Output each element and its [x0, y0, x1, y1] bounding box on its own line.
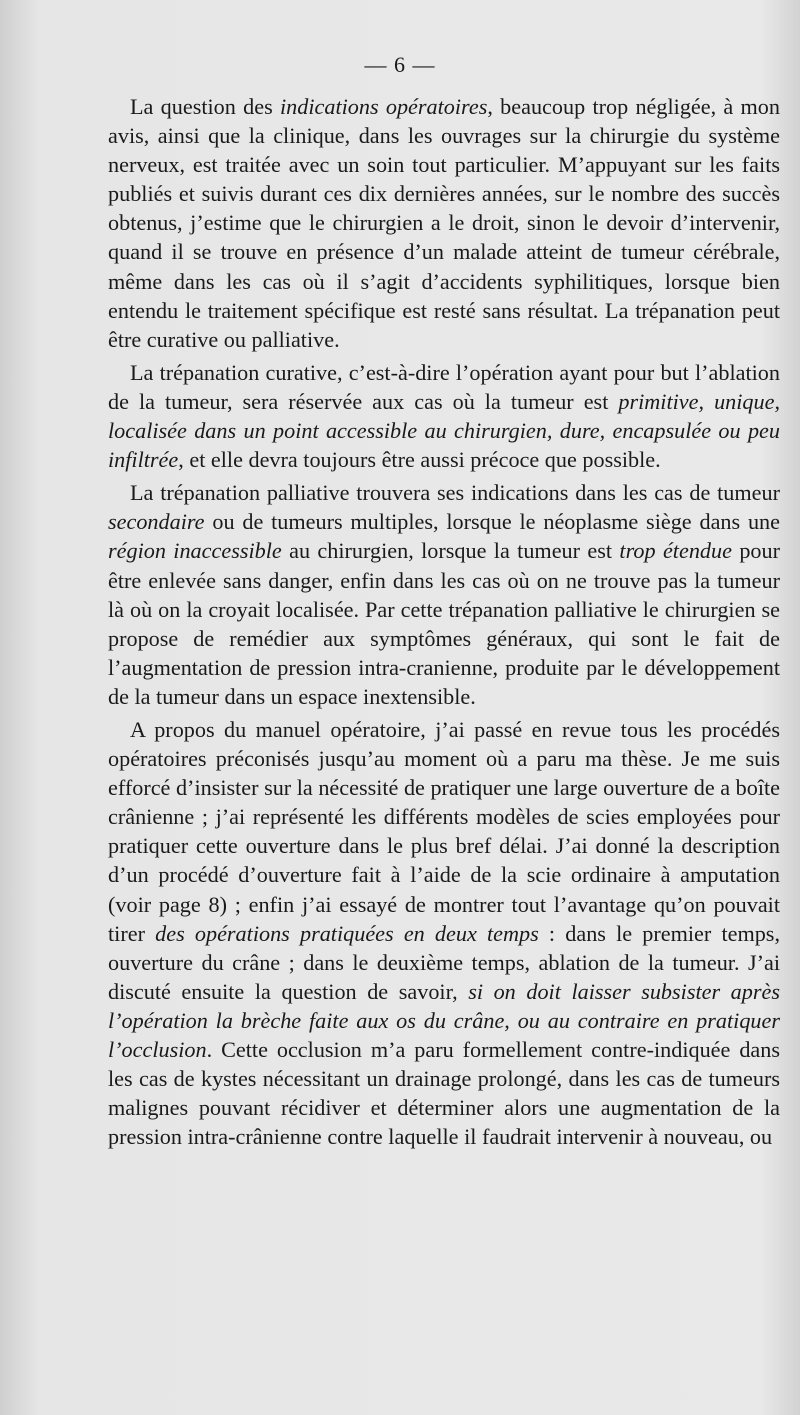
italic-run: trop étendue [619, 538, 732, 564]
text-run: pour être enlevée sans danger, enfin dans les cas où on ne trouve pas la tumeur là où on la croyait localisée. Par cette trépanation palliative le chirurgien se propose de remédier aux symptômes généraux, qui sont le fait de l’augmentation de pression intra-cranienne, produite par le développement de la tumeur dans un espace inextensible. [108, 538, 780, 709]
paragraph-indications [108, 92, 780, 354]
text-run: La trépanation curative, c’est-à-dire l’opération ayant pour but l’ablation de la tumeur, sera réservée aux cas où la tumeur est [108, 359, 780, 414]
text-run: La question des [130, 94, 280, 119]
italic-run: si on doit laisser subsister après l’opération la brèche faite aux os du crâne, ou au contraire en pratiquer l’occlusion [108, 978, 780, 1062]
paragraph-manuel-operatoire [108, 715, 780, 1151]
italic-run: des opérations pratiquées en deux temps [155, 920, 539, 946]
italic-run: primitive, unique, localisée dans un point accessible au chirurgien, dure, encapsulée ou peu infiltrée [108, 388, 780, 473]
text-run: La trépanation palliative trouvera ses indications dans les cas de tumeur [130, 480, 780, 506]
italic-run: secondaire [108, 509, 205, 535]
page-number: — 6 — [364, 52, 436, 77]
text-run: A propos du manuel opératoire, j’ai passé en revue tous les procédés opératoires préconisés jusqu’au moment où a paru ma thèse. Je me suis efforcé d’insister sur la nécessité de pratiquer une large ouverture de a boîte crânienne ; j’ai représenté les différents modèles de scies employées pour pratiquer cette ouverture dans le plus bref délai. J’ai donné la description d’un procédé d’ouverture fait à l’aide de la scie ordinaire à amputation (voir page 8) ; enfin j’ai essayé de montrer tout l’avantage qu’on pouvait tirer [108, 716, 780, 946]
paragraph-palliative [108, 478, 780, 711]
text-run: : dans le premier temps, ouverture du crâne ; dans le deuxième temps, ablation de la tumeur. J’ai discuté ensuite la question de savoir, [108, 920, 780, 1004]
text-run: ou de tumeurs multiples, lorsque le néoplasme siège dans une [204, 509, 780, 535]
text-run: au chirurgien, lorsque la tumeur est [281, 538, 620, 564]
italic-run: indications opératoires [279, 94, 488, 119]
text-run: , beaucoup trop négligée, à mon avis, ainsi que la clinique, dans les ouvrages sur la chirurgie du système nerveux, est traitée avec un soin tout particulier. M’appuyant sur les faits publiés et suivis durant ces dix dernières années, sur le nombre des succès obtenus, j’estime que le chirurgien a le droit, sinon le devoir d’intervenir, quand il se trouve en présence d’un malade atteint de tumeur cérébrale, même dans les cas où il s’agit d’accidents syphilitiques, lorsque bien entendu le traitement spécifique est resté sans résultat. La trépanation peut être curative ou palliative. [108, 94, 780, 352]
italic-run: région inaccessible [108, 538, 282, 564]
paragraph-curative [108, 358, 780, 474]
text-run: . Cette occlusion m’a paru formellement contre-indiquée dans les cas de kystes nécessitant un drainage prolongé, dans les cas de tumeurs malignes pouvant récidiver et déterminer alors une augmentation de la pression intra-crânienne contre laquelle il faudrait intervenir à nouveau, ou [108, 1037, 780, 1150]
body-text [108, 92, 780, 1155]
text-run: , et elle devra toujours être aussi précoce que possible. [178, 447, 661, 473]
